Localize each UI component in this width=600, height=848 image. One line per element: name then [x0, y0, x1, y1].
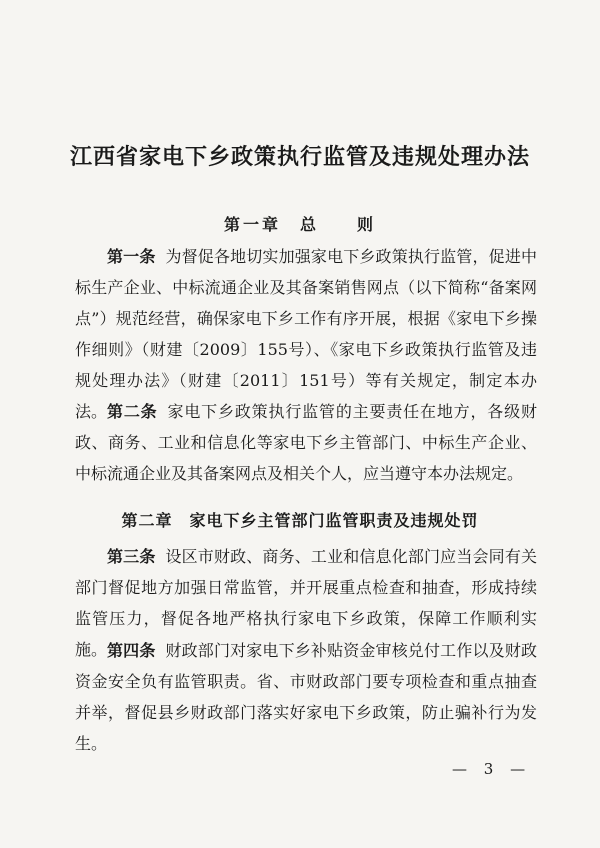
document-title: 江西省家电下乡政策执行监管及违规处理办法	[69, 144, 530, 170]
article-4-label: 第四条	[107, 641, 156, 660]
article-4-text: 财政部门对家电下乡补贴资金审核兑付工作以及财政资金安全负有监管职责。省、市财政部门要专项检查和重点抽查并举，督促县乡财政部门落实好家电下乡政策，防止骗补行为发生。	[75, 641, 537, 753]
article-2-label: 第二条	[107, 402, 158, 421]
article-2	[75, 396, 537, 489]
chapter-2-heading: 第二章 家电下乡主管部门监管职责及违规处罚	[121, 511, 479, 530]
article-3-text: 设区市财政、商务、工业和信息化部门应当会同有关部门督促地方加强日常监管，并开展重点检查和抽查，形成持续监管压力，督促各地严格执行家电下乡政策，保障工作顺利实施。	[75, 547, 537, 659]
article-1-text: 为督促各地切实加强家电下乡政策执行监管，促进中标生产企业、中标流通企业及其备案销售网点（以下简称“备案网点”）规范经营，确保家电下乡工作有序开展，根据《家电下乡操作细则》（财建〔2009〕155号）、《家电下乡政策执行监管及违规处理办法》（财建〔2011〕151号）等有关规定，制定本办法。	[75, 247, 537, 421]
article-4	[75, 635, 537, 759]
article-1-label: 第一条	[107, 247, 156, 266]
page-number: — 3 —	[452, 760, 532, 778]
article-2-text: 家电下乡政策执行监管的主要责任在地方，各级财政、商务、工业和信息化等家电下乡主管部门、中标生产企业、中标流通企业及其备案网点及相关个人，应当遵守本办法规定。	[75, 402, 537, 483]
chapter-1-heading: 第一章 总 则	[223, 215, 376, 234]
article-3-label: 第三条	[107, 547, 156, 566]
